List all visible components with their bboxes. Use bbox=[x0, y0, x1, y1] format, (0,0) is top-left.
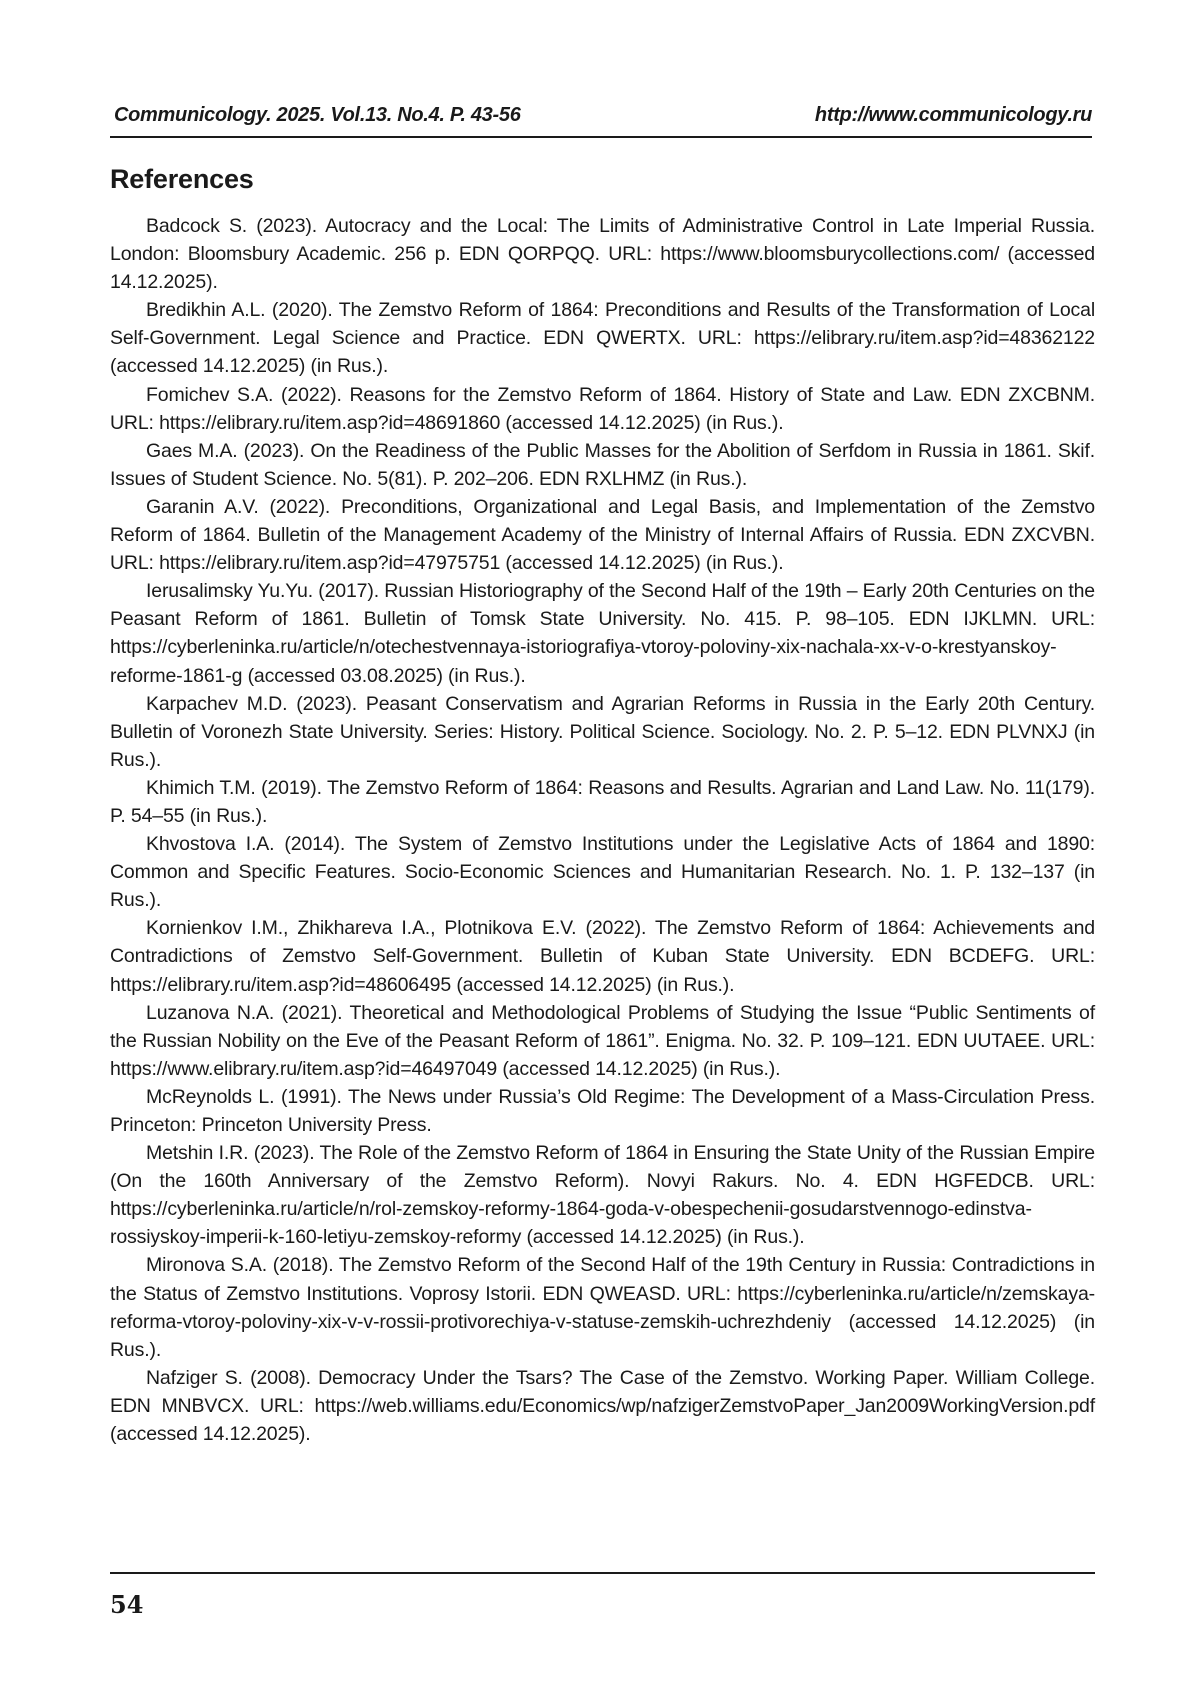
reference-item: Kornienkov I.M., Zhikhareva I.A., Plotnikova E.V. (2022). The Zemstvo Reform of 1864: Achievements and Contradictions of Zemstvo Self-Government. Bulletin of Kuban State University. EDN BCDEFG. URL: https://elibrary.ru/item.asp?id=48606495 (accessed 14.12.2025) (in Rus.). bbox=[110, 917, 1095, 996]
reference-item: Khvostova I.A. (2014). The System of Zemstvo Institutions under the Legislative Acts of 1864 and 1890: Common and Specific Features. Socio-Economic Sciences and Humanitarian Research. No. 1. P. 132–137 (in Rus.). bbox=[110, 833, 1095, 912]
reference-item: Karpachev M.D. (2023). Peasant Conservatism and Agrarian Reforms in Russia in the Early 20th Century. Bulletin of Voronezh State University. Series: History. Political Science. Sociology. No. 2. P. 5–12. EDN PLVNXJ (in Rus.). bbox=[110, 692, 1095, 771]
reference-item: Mironova S.A. (2018). The Zemstvo Reform of the Second Half of the 19th Century in Russia: Contradictions in the Status of Zemstvo Institutions. Voprosy Istorii. EDN QWEASD. URL: https://cyberleninka.ru/article/n/zemskaya-reforma-vtoroy-poloviny-xix-v-v-rossii-protivorechiya-v-statuse-zemskih-uchrezhdeniy (accessed 14.12.2025) (in Rus.). bbox=[110, 1254, 1095, 1361]
reference-item: Metshin I.R. (2023). The Role of the Zemstvo Reform of 1864 in Ensuring the State Unity of the Russian Empire (On the 160th Anniversary of the Zemstvo Reform). Novyi Rakurs. No. 4. EDN HGFEDCB. URL: https://cyberleninka.ru/article/n/rol-zemskoy-reformy-1864-goda-v-obespechenii-gosudarstvennogo-edinstva-rossiyskoy-imperii-k-160-letiyu-zemskoy-reformy (accessed 14.12.2025) (in Rus.). bbox=[110, 1142, 1095, 1249]
footer-divider bbox=[110, 1572, 1095, 1574]
page-number: 54 bbox=[110, 1590, 144, 1619]
reference-item: McReynolds L. (1991). The News under Russia’s Old Regime: The Development of a Mass-Circulation Press. Princeton: Princeton University Press. bbox=[110, 1085, 1095, 1136]
reference-item: Ierusalimsky Yu.Yu. (2017). Russian Historiography of the Second Half of the 19th – Early 20th Centuries on the Peasant Reform of 1861. Bulletin of Tomsk State University. No. 415. P. 98–105. EDN IJKLMN. URL: https://cyberleninka.ru/article/n/otechestvennaya-istoriografiya-vtoroy-poloviny-xix-nachala-xx-v-o-krestyanskoy-reforme-1861-g (accessed 03.08.2025) (in Rus.). bbox=[110, 580, 1095, 687]
journal-citation: Communicology. 2025. Vol.13. No.4. P. 43-56 bbox=[114, 104, 521, 126]
reference-item: Gaes M.A. (2023). On the Readiness of the Public Masses for the Abolition of Serfdom in Russia in 1861. Skif. Issues of Student Science. No. 5(81). P. 202–206. EDN RXLHMZ (in Rus.). bbox=[110, 439, 1095, 490]
journal-url[interactable]: http://www.communicology.ru bbox=[814, 104, 1092, 126]
reference-item: Bredikhin A.L. (2020). The Zemstvo Reform of 1864: Preconditions and Results of the Transformation of Local Self-Government. Legal Science and Practice. EDN QWERTX. URL: https://elibrary.ru/item.asp?id=48362122 (accessed 14.12.2025) (in Rus.). bbox=[110, 299, 1095, 378]
reference-item: Garanin A.V. (2022). Preconditions, Organizational and Legal Basis, and Implementation of the Zemstvo Reform of 1864. Bulletin of the Management Academy of the Ministry of Internal Affairs of Russia. EDN ZXCVBN. URL: https://elibrary.ru/item.asp?id=47975751 (accessed 14.12.2025) (in Rus.). bbox=[110, 495, 1095, 575]
running-header bbox=[110, 104, 1092, 138]
reference-item: Fomichev S.A. (2022). Reasons for the Zemstvo Reform of 1864. History of State and Law. EDN ZXCBNM. URL: https://elibrary.ru/item.asp?id=48691860 (accessed 14.12.2025) (in Rus.). bbox=[110, 383, 1095, 434]
reference-item: Khimich T.M. (2019). The Zemstvo Reform of 1864: Reasons and Results. Agrarian and Land Law. No. 11(179). P. 54–55 (in Rus.). bbox=[110, 776, 1095, 827]
reference-item: Luzanova N.A. (2021). Theoretical and Methodological Problems of Studying the Issue “Public Sentiments of the Russian Nobility on the Eve of the Peasant Reform of 1861”. Enigma. No. 32. P. 109–121. EDN UUTAEE. URL: https://www.elibrary.ru/item.asp?id=46497049 (accessed 14.12.2025) (in Rus.). bbox=[110, 1001, 1095, 1080]
section-title: References bbox=[110, 164, 254, 194]
reference-item: Badcock S. (2023). Autocracy and the Local: The Limits of Administrative Control in Late Imperial Russia. London: Bloomsbury Academic. 256 p. EDN QORPQQ. URL: https://www.bloomsburycollections.com/ (accessed 14.12.2025). bbox=[110, 215, 1095, 294]
reference-item: Nafziger S. (2008). Democracy Under the Tsars? The Case of the Zemstvo. Working Paper. William College. EDN MNBVCX. URL: https://web.williams.edu/Economics/wp/nafzigerZemstvoPaper_Jan2009WorkingVersion.pdf (accessed 14.12.2025). bbox=[110, 1366, 1095, 1446]
reference-list bbox=[110, 212, 1095, 1448]
